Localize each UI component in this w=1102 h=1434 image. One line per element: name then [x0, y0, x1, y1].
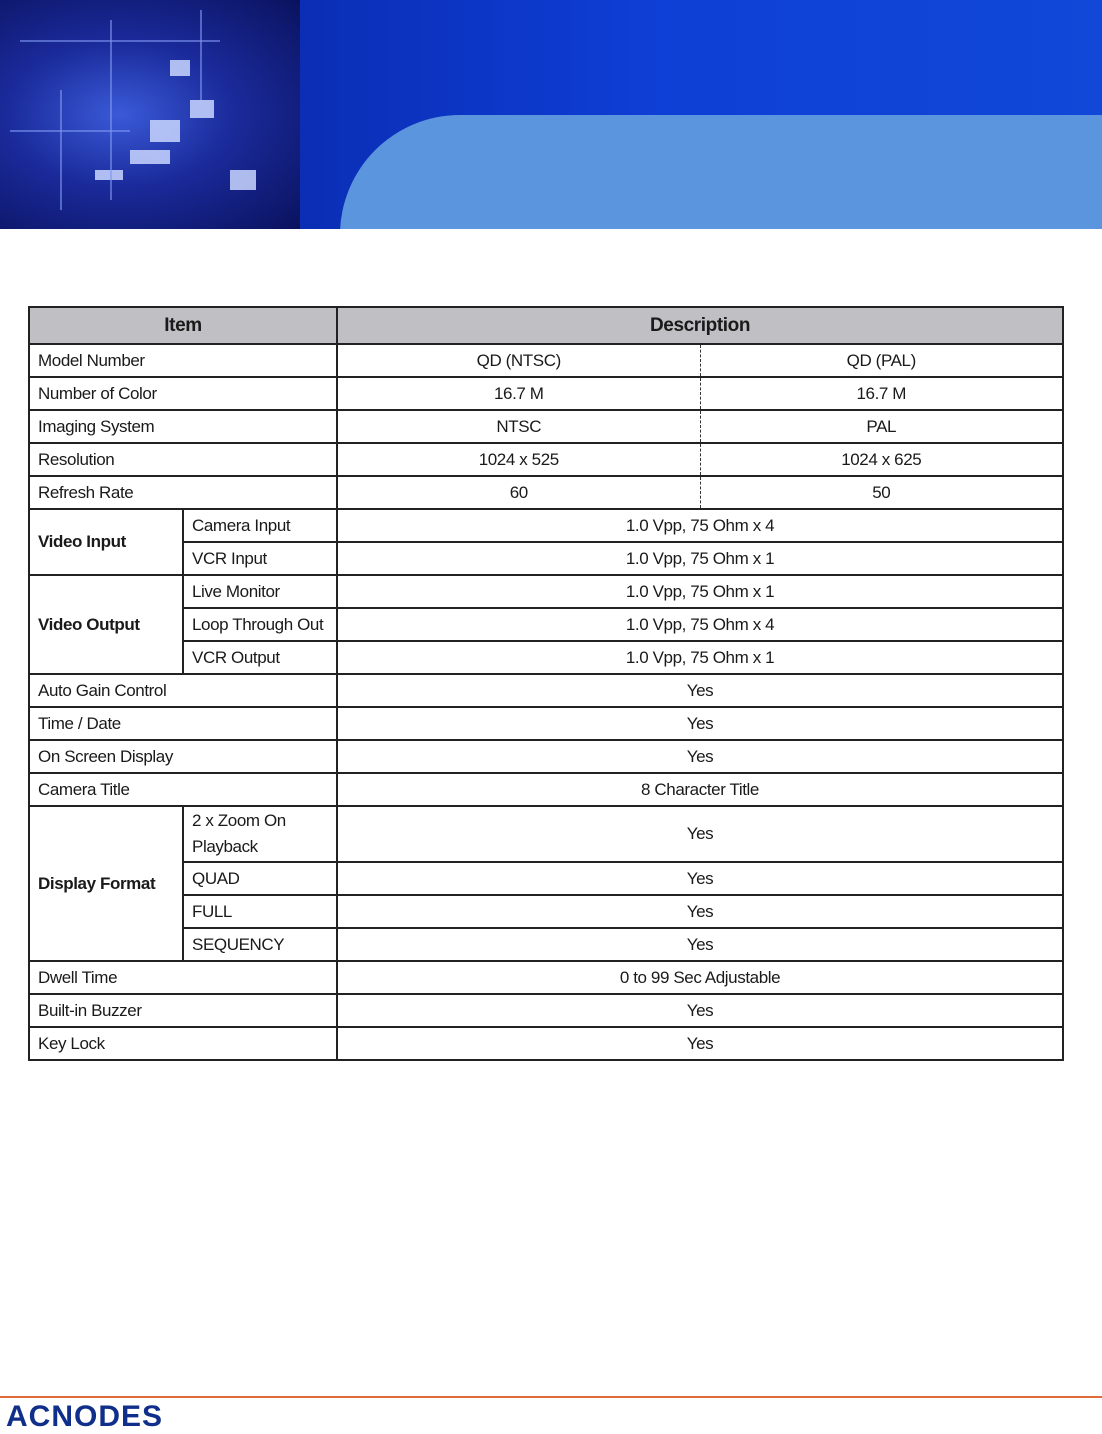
- table-row: [29, 509, 1063, 542]
- row-value: Yes: [337, 674, 1063, 707]
- ntsc-value: 60: [509, 482, 528, 502]
- sub-label: VCR Output: [183, 641, 337, 674]
- row-label: Key Lock: [29, 1027, 337, 1060]
- row-label: Auto Gain Control: [29, 674, 337, 707]
- table-row: [29, 707, 1063, 740]
- sub-label: SEQUENCY: [183, 928, 337, 961]
- table-row: [29, 1027, 1063, 1060]
- row-value: Yes: [337, 928, 1063, 961]
- row-label: Refresh Rate: [29, 476, 337, 509]
- row-value: Yes: [337, 740, 1063, 773]
- row-label: Built-in Buzzer: [29, 994, 337, 1027]
- sub-label: QUAD: [183, 862, 337, 895]
- table-row: [29, 476, 1063, 509]
- table-row: [29, 994, 1063, 1027]
- ntsc-value: QD (NTSC): [476, 350, 561, 370]
- banner-light-shape: [340, 115, 1102, 229]
- table-row: [29, 575, 1063, 608]
- row-value: Yes: [337, 994, 1063, 1027]
- group-label: Video Input: [29, 509, 183, 575]
- spec-table: [28, 306, 1064, 1061]
- row-label: Camera Title: [29, 773, 337, 806]
- row-label: Dwell Time: [29, 961, 337, 994]
- sub-label: Live Monitor: [183, 575, 337, 608]
- row-value: Yes: [337, 707, 1063, 740]
- header-item: Item: [29, 307, 337, 344]
- row-label: Time / Date: [29, 707, 337, 740]
- table-row: [29, 410, 1063, 443]
- row-value: Yes: [337, 1027, 1063, 1060]
- row-label: Resolution: [29, 443, 337, 476]
- sub-label: Camera Input: [183, 509, 337, 542]
- row-value: 1.0 Vpp, 75 Ohm x 4: [337, 509, 1063, 542]
- header-banner: [0, 0, 1102, 229]
- table-row: [29, 895, 1063, 928]
- footer-rule: [0, 1396, 1102, 1398]
- row-value: 1.0 Vpp, 75 Ohm x 1: [337, 542, 1063, 575]
- ntsc-value: 1024 x 525: [478, 449, 559, 469]
- circuit-board-image: [0, 0, 300, 229]
- row-label: Number of Color: [29, 377, 337, 410]
- table-row: [29, 542, 1063, 575]
- sub-label: FULL: [183, 895, 337, 928]
- table-row: [29, 608, 1063, 641]
- pal-value: QD (PAL): [700, 345, 1063, 376]
- pal-value: 50: [700, 477, 1063, 508]
- row-label: Model Number: [29, 344, 337, 377]
- row-value: 1.0 Vpp, 75 Ohm x 1: [337, 575, 1063, 608]
- table-row: [29, 344, 1063, 377]
- table-row: [29, 961, 1063, 994]
- group-label: Video Output: [29, 575, 183, 674]
- row-value: 1.0 Vpp, 75 Ohm x 1: [337, 641, 1063, 674]
- row-value: Yes: [337, 895, 1063, 928]
- table-row: [29, 928, 1063, 961]
- sub-label: [183, 806, 337, 862]
- row-value: Yes: [337, 806, 1063, 862]
- ntsc-value: 16.7 M: [493, 383, 544, 403]
- row-value: 0 to 99 Sec Adjustable: [337, 961, 1063, 994]
- sub-label: VCR Input: [183, 542, 337, 575]
- table-row: [29, 377, 1063, 410]
- sub-label: Loop Through Out: [183, 608, 337, 641]
- pal-value: PAL: [700, 411, 1063, 442]
- row-value: 1.0 Vpp, 75 Ohm x 4: [337, 608, 1063, 641]
- table-row: [29, 443, 1063, 476]
- sub-label-line1: 2 x Zoom On: [192, 811, 286, 830]
- sub-label-line2: Playback: [192, 837, 258, 856]
- table-header-row: [29, 307, 1063, 344]
- table-row: [29, 740, 1063, 773]
- group-label: Display Format: [29, 806, 183, 961]
- row-value: Yes: [337, 862, 1063, 895]
- row-value: 8 Character Title: [337, 773, 1063, 806]
- header-description: Description: [337, 307, 1063, 344]
- pal-value: 1024 x 625: [700, 444, 1063, 475]
- ntsc-value: NTSC: [496, 416, 542, 436]
- table-row: [29, 862, 1063, 895]
- pal-value: 16.7 M: [700, 378, 1063, 409]
- acnodes-logo: ACNODES: [6, 1400, 164, 1433]
- row-label: On Screen Display: [29, 740, 337, 773]
- table-row: [29, 674, 1063, 707]
- table-row: [29, 773, 1063, 806]
- row-label: Imaging System: [29, 410, 337, 443]
- table-row: [29, 806, 1063, 862]
- table-row: [29, 641, 1063, 674]
